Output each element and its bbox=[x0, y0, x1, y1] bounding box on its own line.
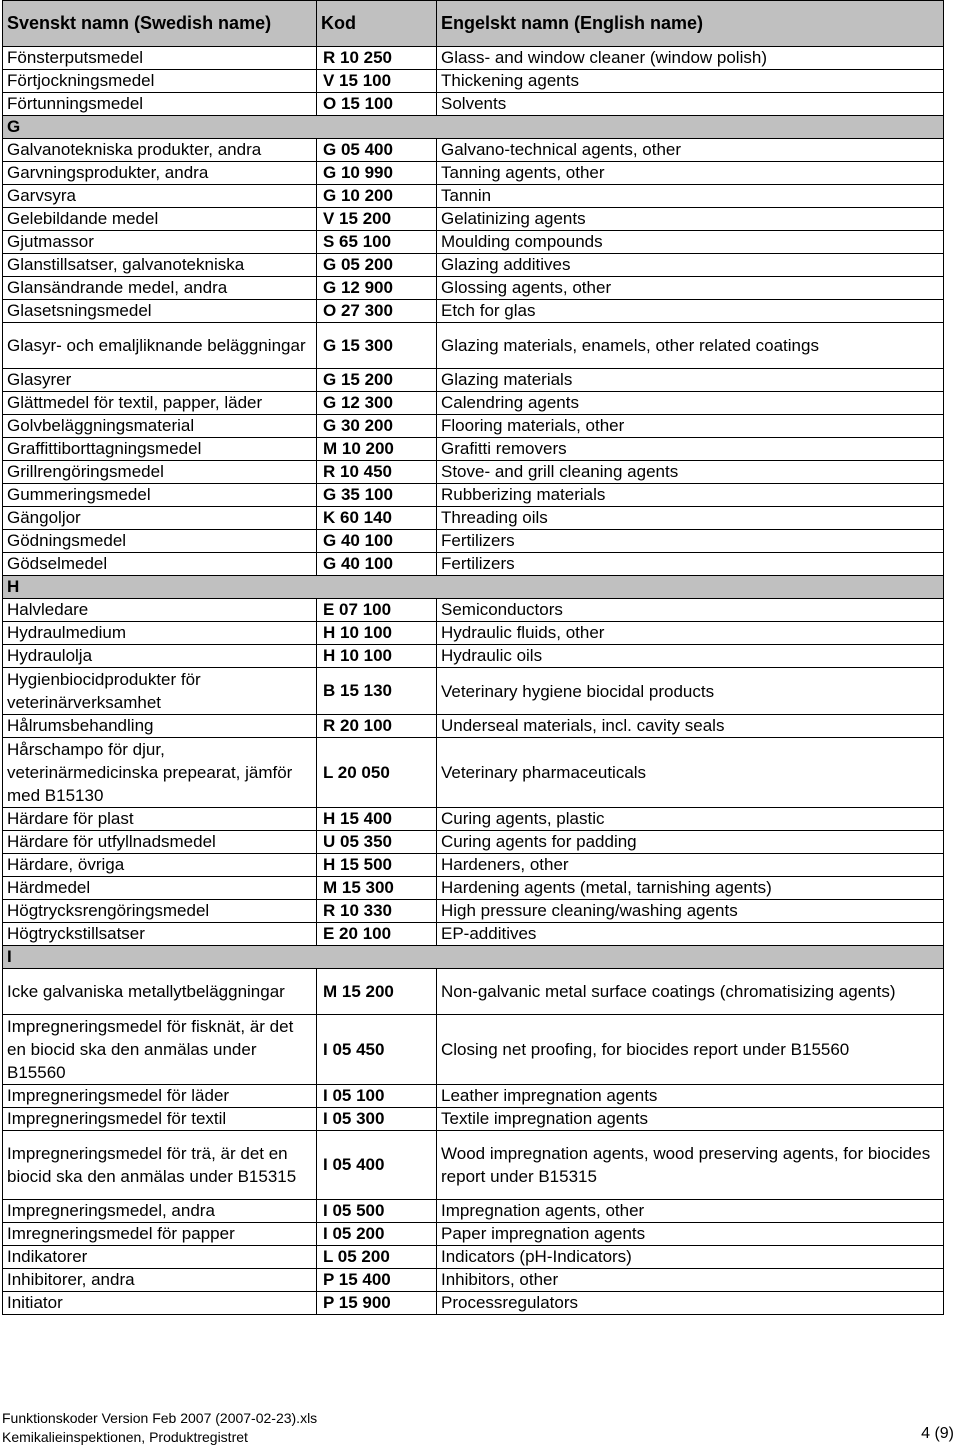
english-name-cell: Indicators (pH-Indicators) bbox=[437, 1246, 944, 1269]
footer-organization: Kemikalieinspektionen, Produktregistret bbox=[2, 1429, 248, 1445]
english-name-cell: Hardeners, other bbox=[437, 854, 944, 877]
table-row bbox=[3, 277, 944, 300]
table-row bbox=[3, 645, 944, 668]
english-name-cell: Moulding compounds bbox=[437, 231, 944, 254]
table-row bbox=[3, 231, 944, 254]
code-cell: H 15 400 bbox=[317, 808, 437, 831]
english-name-cell: EP-additives bbox=[437, 923, 944, 946]
table-row bbox=[3, 185, 944, 208]
table-row bbox=[3, 1085, 944, 1108]
code-cell: G 12 900 bbox=[317, 277, 437, 300]
code-cell: G 15 200 bbox=[317, 369, 437, 392]
code-cell: V 15 200 bbox=[317, 208, 437, 231]
swedish-name-cell: Impregneringsmedel, andra bbox=[3, 1200, 317, 1223]
code-cell: G 35 100 bbox=[317, 484, 437, 507]
swedish-name-cell: Hårschampo för djur, veterinärmedicinska prepearat, jämför med B15130 bbox=[3, 738, 317, 808]
english-name-cell: Inhibitors, other bbox=[437, 1269, 944, 1292]
swedish-name-cell: Gummeringsmedel bbox=[3, 484, 317, 507]
table-row bbox=[3, 599, 944, 622]
code-cell: R 10 330 bbox=[317, 900, 437, 923]
code-cell: O 15 100 bbox=[317, 93, 437, 116]
code-cell: H 10 100 bbox=[317, 645, 437, 668]
code-cell: S 65 100 bbox=[317, 231, 437, 254]
english-name-cell: Glazing materials, enamels, other related coatings bbox=[437, 323, 944, 369]
english-name-cell: Solvents bbox=[437, 93, 944, 116]
table-row bbox=[3, 553, 944, 576]
english-name-cell: Underseal materials, incl. cavity seals bbox=[437, 715, 944, 738]
table-row bbox=[3, 738, 944, 808]
english-name-cell: Thickening agents bbox=[437, 70, 944, 93]
code-cell: P 15 400 bbox=[317, 1269, 437, 1292]
swedish-name-cell: Golvbeläggningsmaterial bbox=[3, 415, 317, 438]
swedish-name-cell: Impregneringsmedel för textil bbox=[3, 1108, 317, 1131]
table-row bbox=[3, 369, 944, 392]
code-cell: G 10 990 bbox=[317, 162, 437, 185]
code-cell: G 15 300 bbox=[317, 323, 437, 369]
table-row bbox=[3, 392, 944, 415]
footer-filename: Funktionskoder Version Feb 2007 (2007-02-23).xls bbox=[2, 1410, 318, 1426]
section-letter: I bbox=[3, 946, 944, 969]
code-cell: G 40 100 bbox=[317, 553, 437, 576]
swedish-name-cell: Gödselmedel bbox=[3, 553, 317, 576]
swedish-name-cell: Galvanotekniska produkter, andra bbox=[3, 139, 317, 162]
code-cell: V 15 100 bbox=[317, 70, 437, 93]
english-name-cell: Galvano-technical agents, other bbox=[437, 139, 944, 162]
table-row bbox=[3, 854, 944, 877]
english-name-cell: Grafitti removers bbox=[437, 438, 944, 461]
table-row bbox=[3, 1246, 944, 1269]
swedish-name-cell: Fönsterputsmedel bbox=[3, 47, 317, 70]
table-row bbox=[3, 162, 944, 185]
code-cell: R 20 100 bbox=[317, 715, 437, 738]
english-name-cell: Gelatinizing agents bbox=[437, 208, 944, 231]
table-row bbox=[3, 254, 944, 277]
code-cell: O 27 300 bbox=[317, 300, 437, 323]
table-row bbox=[3, 1223, 944, 1246]
code-cell: H 15 500 bbox=[317, 854, 437, 877]
swedish-name-cell: Glansändrande medel, andra bbox=[3, 277, 317, 300]
swedish-name-cell: Gelebildande medel bbox=[3, 208, 317, 231]
table-row bbox=[3, 484, 944, 507]
swedish-name-cell: Glanstillsatser, galvanotekniska bbox=[3, 254, 317, 277]
swedish-name-cell: Förtunningsmedel bbox=[3, 93, 317, 116]
code-cell: H 10 100 bbox=[317, 622, 437, 645]
code-cell: E 20 100 bbox=[317, 923, 437, 946]
english-name-cell: Fertilizers bbox=[437, 553, 944, 576]
table-row bbox=[3, 969, 944, 1015]
code-cell: I 05 400 bbox=[317, 1131, 437, 1200]
swedish-name-cell: Garvsyra bbox=[3, 185, 317, 208]
swedish-name-cell: Graffittiborttagningsmedel bbox=[3, 438, 317, 461]
swedish-name-cell: Gjutmassor bbox=[3, 231, 317, 254]
table-row bbox=[3, 507, 944, 530]
swedish-name-cell: Garvningsprodukter, andra bbox=[3, 162, 317, 185]
header-swedish: Svenskt namn (Swedish name) bbox=[3, 1, 317, 47]
table-row bbox=[3, 1292, 944, 1315]
code-cell: U 05 350 bbox=[317, 831, 437, 854]
swedish-name-cell: Hydraulolja bbox=[3, 645, 317, 668]
english-name-cell: Etch for glas bbox=[437, 300, 944, 323]
table-row bbox=[3, 323, 944, 369]
english-name-cell: Hydraulic fluids, other bbox=[437, 622, 944, 645]
table-row bbox=[3, 139, 944, 162]
code-cell: R 10 450 bbox=[317, 461, 437, 484]
swedish-name-cell: Hydraulmedium bbox=[3, 622, 317, 645]
english-name-cell: Closing net proofing, for biocides report under B15560 bbox=[437, 1015, 944, 1085]
english-name-cell: Hardening agents (metal, tarnishing agents) bbox=[437, 877, 944, 900]
section-row bbox=[3, 116, 944, 139]
code-cell: I 05 500 bbox=[317, 1200, 437, 1223]
swedish-name-cell: Glasetsningsmedel bbox=[3, 300, 317, 323]
swedish-name-cell: Impregneringsmedel för läder bbox=[3, 1085, 317, 1108]
code-cell: G 05 200 bbox=[317, 254, 437, 277]
table-row bbox=[3, 208, 944, 231]
table-row bbox=[3, 438, 944, 461]
code-cell: G 05 400 bbox=[317, 139, 437, 162]
english-name-cell: Glossing agents, other bbox=[437, 277, 944, 300]
english-name-cell: Glazing materials bbox=[437, 369, 944, 392]
english-name-cell: Curing agents, plastic bbox=[437, 808, 944, 831]
english-name-cell: Hydraulic oils bbox=[437, 645, 944, 668]
english-name-cell: Wood impregnation agents, wood preserving agents, for biocides report under B15315 bbox=[437, 1131, 944, 1200]
code-cell: I 05 450 bbox=[317, 1015, 437, 1085]
english-name-cell: Glass- and window cleaner (window polish) bbox=[437, 47, 944, 70]
function-codes-table bbox=[2, 0, 944, 1315]
swedish-name-cell: Icke galvaniska metallytbeläggningar bbox=[3, 969, 317, 1015]
table-row bbox=[3, 1015, 944, 1085]
code-cell: G 40 100 bbox=[317, 530, 437, 553]
header-english: Engelskt namn (English name) bbox=[437, 1, 944, 47]
code-cell: K 60 140 bbox=[317, 507, 437, 530]
code-cell: L 05 200 bbox=[317, 1246, 437, 1269]
swedish-name-cell: Gängoljor bbox=[3, 507, 317, 530]
swedish-name-cell: Härdare, övriga bbox=[3, 854, 317, 877]
english-name-cell: Curing agents for padding bbox=[437, 831, 944, 854]
swedish-name-cell: Imregneringsmedel för papper bbox=[3, 1223, 317, 1246]
swedish-name-cell: Indikatorer bbox=[3, 1246, 317, 1269]
swedish-name-cell: Högtryckstillsatser bbox=[3, 923, 317, 946]
code-cell: I 05 300 bbox=[317, 1108, 437, 1131]
swedish-name-cell: Glättmedel för textil, papper, läder bbox=[3, 392, 317, 415]
english-name-cell: Tanning agents, other bbox=[437, 162, 944, 185]
english-name-cell: Veterinary pharmaceuticals bbox=[437, 738, 944, 808]
english-name-cell: High pressure cleaning/washing agents bbox=[437, 900, 944, 923]
page-number: 4 (9) bbox=[921, 1425, 954, 1442]
swedish-name-cell: Impregneringsmedel för fisknät, är det en biocid ska den anmälas under B15560 bbox=[3, 1015, 317, 1085]
header-row bbox=[3, 1, 944, 47]
swedish-name-cell: Gödningsmedel bbox=[3, 530, 317, 553]
table-row bbox=[3, 831, 944, 854]
english-name-cell: Flooring materials, other bbox=[437, 415, 944, 438]
table-row bbox=[3, 415, 944, 438]
table-row bbox=[3, 47, 944, 70]
table-row bbox=[3, 1269, 944, 1292]
table-row bbox=[3, 93, 944, 116]
code-cell: I 05 100 bbox=[317, 1085, 437, 1108]
swedish-name-cell: Initiator bbox=[3, 1292, 317, 1315]
table-row bbox=[3, 923, 944, 946]
table-row bbox=[3, 1131, 944, 1200]
swedish-name-cell: Glasyrer bbox=[3, 369, 317, 392]
table-row bbox=[3, 70, 944, 93]
swedish-name-cell: Hålrumsbehandling bbox=[3, 715, 317, 738]
header-code: Kod bbox=[317, 1, 437, 47]
code-cell: M 15 300 bbox=[317, 877, 437, 900]
table-row bbox=[3, 1200, 944, 1223]
code-cell: I 05 200 bbox=[317, 1223, 437, 1246]
code-cell: M 15 200 bbox=[317, 969, 437, 1015]
table-row bbox=[3, 715, 944, 738]
table-row bbox=[3, 1108, 944, 1131]
swedish-name-cell: Impregneringsmedel för trä, är det en biocid ska den anmälas under B15315 bbox=[3, 1131, 317, 1200]
table-row bbox=[3, 300, 944, 323]
english-name-cell: Stove- and grill cleaning agents bbox=[437, 461, 944, 484]
english-name-cell: Textile impregnation agents bbox=[437, 1108, 944, 1131]
english-name-cell: Threading oils bbox=[437, 507, 944, 530]
code-cell: R 10 250 bbox=[317, 47, 437, 70]
english-name-cell: Fertilizers bbox=[437, 530, 944, 553]
english-name-cell: Paper impregnation agents bbox=[437, 1223, 944, 1246]
table-row bbox=[3, 461, 944, 484]
code-cell: E 07 100 bbox=[317, 599, 437, 622]
english-name-cell: Processregulators bbox=[437, 1292, 944, 1315]
code-cell: P 15 900 bbox=[317, 1292, 437, 1315]
swedish-name-cell: Förtjockningsmedel bbox=[3, 70, 317, 93]
table-row bbox=[3, 668, 944, 715]
code-cell: M 10 200 bbox=[317, 438, 437, 461]
swedish-name-cell: Härdare för plast bbox=[3, 808, 317, 831]
swedish-name-cell: Inhibitorer, andra bbox=[3, 1269, 317, 1292]
table-row bbox=[3, 622, 944, 645]
english-name-cell: Veterinary hygiene biocidal products bbox=[437, 668, 944, 715]
section-letter: H bbox=[3, 576, 944, 599]
code-cell: G 30 200 bbox=[317, 415, 437, 438]
swedish-name-cell: Halvledare bbox=[3, 599, 317, 622]
swedish-name-cell: Härdare för utfyllnadsmedel bbox=[3, 831, 317, 854]
table-row bbox=[3, 808, 944, 831]
code-cell: L 20 050 bbox=[317, 738, 437, 808]
code-cell: B 15 130 bbox=[317, 668, 437, 715]
english-name-cell: Non-galvanic metal surface coatings (chromatisizing agents) bbox=[437, 969, 944, 1015]
swedish-name-cell: Grillrengöringsmedel bbox=[3, 461, 317, 484]
table-row bbox=[3, 900, 944, 923]
english-name-cell: Calendring agents bbox=[437, 392, 944, 415]
code-cell: G 10 200 bbox=[317, 185, 437, 208]
swedish-name-cell: Härdmedel bbox=[3, 877, 317, 900]
english-name-cell: Glazing additives bbox=[437, 254, 944, 277]
section-row bbox=[3, 946, 944, 969]
code-cell: G 12 300 bbox=[317, 392, 437, 415]
english-name-cell: Leather impregnation agents bbox=[437, 1085, 944, 1108]
table-row bbox=[3, 530, 944, 553]
swedish-name-cell: Hygienbiocidprodukter för veterinärverksamhet bbox=[3, 668, 317, 715]
section-row bbox=[3, 576, 944, 599]
swedish-name-cell: Glasyr- och emaljliknande beläggningar bbox=[3, 323, 317, 369]
english-name-cell: Semiconductors bbox=[437, 599, 944, 622]
english-name-cell: Tannin bbox=[437, 185, 944, 208]
english-name-cell: Rubberizing materials bbox=[437, 484, 944, 507]
table-row bbox=[3, 877, 944, 900]
section-letter: G bbox=[3, 116, 944, 139]
english-name-cell: Impregnation agents, other bbox=[437, 1200, 944, 1223]
table-body bbox=[3, 47, 944, 1315]
swedish-name-cell: Högtrycksrengöringsmedel bbox=[3, 900, 317, 923]
